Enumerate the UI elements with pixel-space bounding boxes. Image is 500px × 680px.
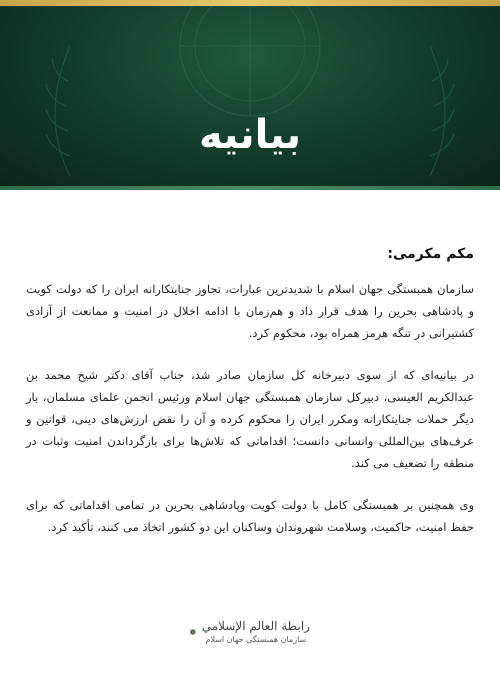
logo-persian-name: سازمان همبستگی جهان اسلام [205, 635, 307, 644]
statement-body [26, 246, 474, 558]
header-divider [0, 186, 500, 190]
paragraph-1: سازمان همبستگی جهان اسلام با شدیدترین عبارات، تجاوز جنایتکارانه ایران را که دولت کویت و پادشاهی بحرین را هدف قرار داد و هم‌زمان با ادامه اخلال در امنیت و ممانعت از آزادی کشتیرانی در تنگه هرمز همراه بود، محکوم کرد. [26, 282, 474, 340]
paragraph-2: در بیانیه‌ای که از سوی دبیرخانه کل سازمان صادر شد، جناب آقای دکتر شیخ محمد بن عبدالکریم العیسی، دبیرکل سازمان همبستگی جهان اسلام ورئیس انجمن علمای مسلمان، بار دیگر حملات جنایتکارانه ومکرر ایران را محکوم کرده و آن را نقض ارزش‌های دینی، قوانین و عرف‌های بین‌المللی وانسانی دانست؛ اقداماتی که تلاش‌ها برای بازگرداندن امنیت وثبات در منطقه را تضعیف می کند. [26, 368, 474, 470]
footer-text [202, 618, 310, 646]
footer-logo [190, 612, 310, 652]
header-banner [0, 0, 500, 186]
salutation: مکم مکرمی: [387, 246, 474, 262]
logo-arabic-name: رابطة العالم الإسلامي [201, 619, 310, 633]
crest-icon [190, 617, 196, 647]
decorative-ornament-icon [0, 6, 500, 186]
paragraph-3: وی همچنین بر همبستگی کامل با دولت کویت وپادشاهی بحرین در تمامی اقداماتی که برای حفظ امنیت، حاکمیت، وسلامت شهروندان وساکنان این دو کشور اتخاذ می کنند، تأکید کرد. [26, 498, 474, 534]
page-title: بیانیه [199, 112, 301, 158]
